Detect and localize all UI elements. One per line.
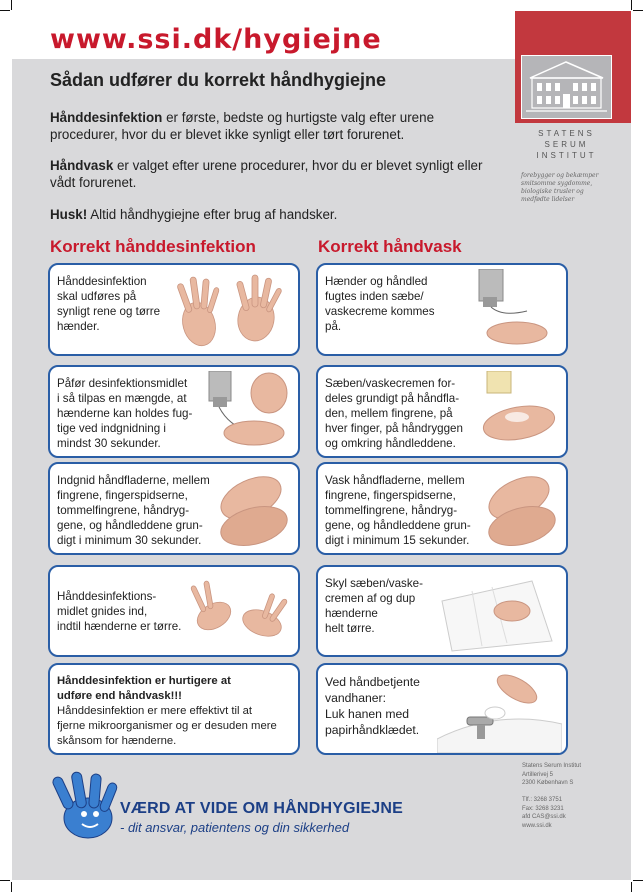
tap-closing-photo [437,669,562,753]
page-title: Sådan udfører du korrekt håndhygiejne [50,70,387,90]
step-text: Påfør desinfektionsmidlet i så tilpas en mængde, at hænderne kan holdes fug- tige ved indgnidning i mindst 30 sekunder. [57,377,193,450]
towel-drying-photo [412,571,562,655]
intro-text: er valget efter urene procedurer, hvor du er blevet synligt eller vådt forurenet. [50,158,483,190]
step-text: Sæben/vaskecremen for- deles grundigt på håndfla- den, mellem fingrene, på hver finger, på håndryggen og omkring håndleddene. [325,377,463,450]
intro-paragraph-disinfection [50,109,490,143]
crop-mark [631,0,632,10]
intro-term: Husk! [50,207,88,222]
crop-mark [633,880,643,881]
crop-mark [0,880,10,881]
info-bold: Hånddesinfektion er hurtigere at udføre end håndvask!!! [57,675,231,702]
spread-hands-photo [184,571,294,655]
info-body: Hånddesinfektion er mere effektivt til at fjerne mikroorganismer og er desuden mere skånsom for hænderne. [57,705,277,747]
institute-tagline: forebygger og bekæmper smitsomme sygdomme, biologiske trusler og medfødte lidelser [521,172,599,203]
footer-subtitle: - dit ansvar, patientens og din sikkerhed [120,820,350,835]
spread-hands-photo [164,269,294,354]
disinfection-step-1 [48,263,300,356]
step-text: Hånddesinfektion skal udføres på synligt rene og tørre hænder. [57,275,161,333]
disinfection-step-2 [48,365,300,458]
handwash-step-3 [316,462,568,555]
handwash-step-2 [316,365,568,458]
intro-term: Håndvask [50,158,114,173]
crop-mark [11,882,12,892]
intro-paragraph-washing [50,157,490,191]
institute-name-line: SERUM [544,140,589,149]
handwash-step-4 [316,565,568,657]
crop-mark [11,0,12,10]
footer-title: VÆRD AT VIDE OM HÅNDHYGIEJNE [120,800,403,817]
step-text: Hånddesinfektions- midlet gnides ind, indtil hænderne er tørre. [57,590,182,633]
step-text: Skyl sæben/vaske- cremen af og dup hænderne helt tørre. [325,577,423,635]
institute-name [521,128,612,161]
step-text: Indgnid håndfladerne, mellem fingrene, fingerspidserne, tommelfingrene, håndryg- gene, og håndleddene grun- digt i minimum 30 sekunder. [57,474,210,547]
step-text: Vask håndfladerne, mellem fingrene, fingerspidserne, tommelfingrene, håndryg- gene, og håndleddene grun- digt i minimum 15 sekunder. [325,474,471,547]
crop-mark [0,10,10,11]
crop-mark [633,10,643,11]
rubbing-hands-photo [209,468,294,553]
crop-mark [631,882,632,892]
disinfection-step-4 [48,565,300,657]
header-url[interactable]: www.ssi.dk/hygiejne [50,24,382,55]
institute-name-line: INSTITUT [536,151,597,160]
dispenser-photo [199,371,294,456]
heading-handwash: Korrekt håndvask [318,237,462,256]
step-text: Hænder og håndled fugtes inden sæbe/ vaskecreme kommes på. [325,275,435,333]
heading-disinfection: Korrekt hånddesinfektion [50,237,256,256]
dispenser-photo [467,269,562,354]
institute-name-line: STATENS [538,129,595,138]
intro-term: Hånddesinfektion [50,110,163,125]
hand-awareness-logo [46,770,126,842]
handwash-step-1 [316,263,568,356]
institute-address: Statens Serum Institut Artillerivej 5 2300 København S Tlf.: 3268 3751 Fax: 3268 3231 afd CAS@ssi.dk www.ssi.dk [522,763,582,829]
soap-hands-photo [477,371,562,456]
handwash-step-5 [316,663,568,755]
institute-building-logo [521,55,612,119]
rubbing-hands-photo [477,468,562,553]
step-text: Ved håndbetjente vandhaner: Luk hanen med papirhåndklædet. [325,675,420,737]
intro-text: Altid håndhygiejne efter brug af handsker. [87,207,338,222]
intro-paragraph-reminder [50,206,490,223]
intro-text: er første, bedste og hurtigste valg efter urene procedurer, hvor du er blevet ikke synligt eller tørt forurenet. [50,110,435,142]
info-text [57,674,277,749]
disinfection-step-3 [48,462,300,555]
disinfection-info [48,663,300,755]
